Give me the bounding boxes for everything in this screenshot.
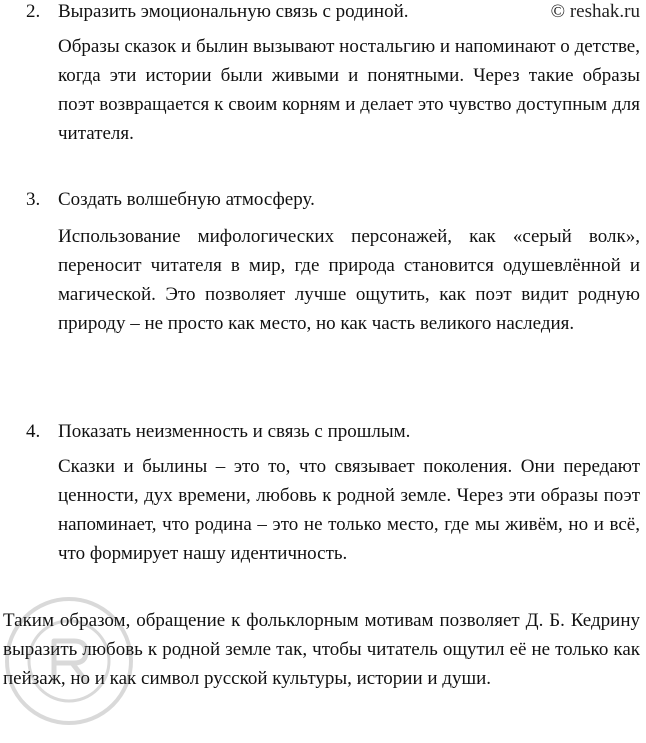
list-item-number: 4. xyxy=(26,421,41,442)
list-item-2 xyxy=(0,0,646,144)
list-item-head xyxy=(0,188,646,212)
list-item-heading: Создать волшебную атмосферу. xyxy=(58,189,315,210)
list-item-text: Использование мифологических персонажей, как «серый волк», переносит читателя в мир, где природа становится одушевлённой и магической. Это позволяет лучше ощутить, как поэт видит родную природу – не просто как место, но как часть великого наследия. xyxy=(58,226,640,334)
list-item-heading: Показать неизменность и связь с прошлым. xyxy=(58,421,411,442)
list-item-heading: Выразить эмоциональную связь с родиной. xyxy=(58,1,409,22)
list-item-head xyxy=(0,420,646,444)
list-item-4 xyxy=(0,420,646,564)
list-item-number: 3. xyxy=(26,189,41,210)
list-item-3 xyxy=(0,188,646,334)
list-item-text: Образы сказок и былин вызывают ностальгию и напоминают о детстве, когда эти истории были живыми и понятными. Через такие образы поэт возвращается к своим корням и делает это чувство доступным для читателя. xyxy=(58,36,640,144)
list-item-text: Сказки и былины – это то, что связывает поколения. Они передают ценности, дух времени, любовь к родной земле. Через эти образы поэт напоминает, что родина – это не только место, где мы живём, но и всё, что формирует нашу идентичность. xyxy=(58,456,640,564)
list-item-head xyxy=(0,0,646,24)
conclusion-paragraph: Таким образом, обращение к фольклорным мотивам позволяет Д. Б. Кедрину выразить любовь к родной земле так, чтобы читатель ощутил её не только как пейзаж, но и как символ русской культуры, истории и души. xyxy=(3,610,640,689)
list-item-number: 2. xyxy=(26,1,41,22)
watermark-text: © reshak.ru xyxy=(550,1,640,22)
